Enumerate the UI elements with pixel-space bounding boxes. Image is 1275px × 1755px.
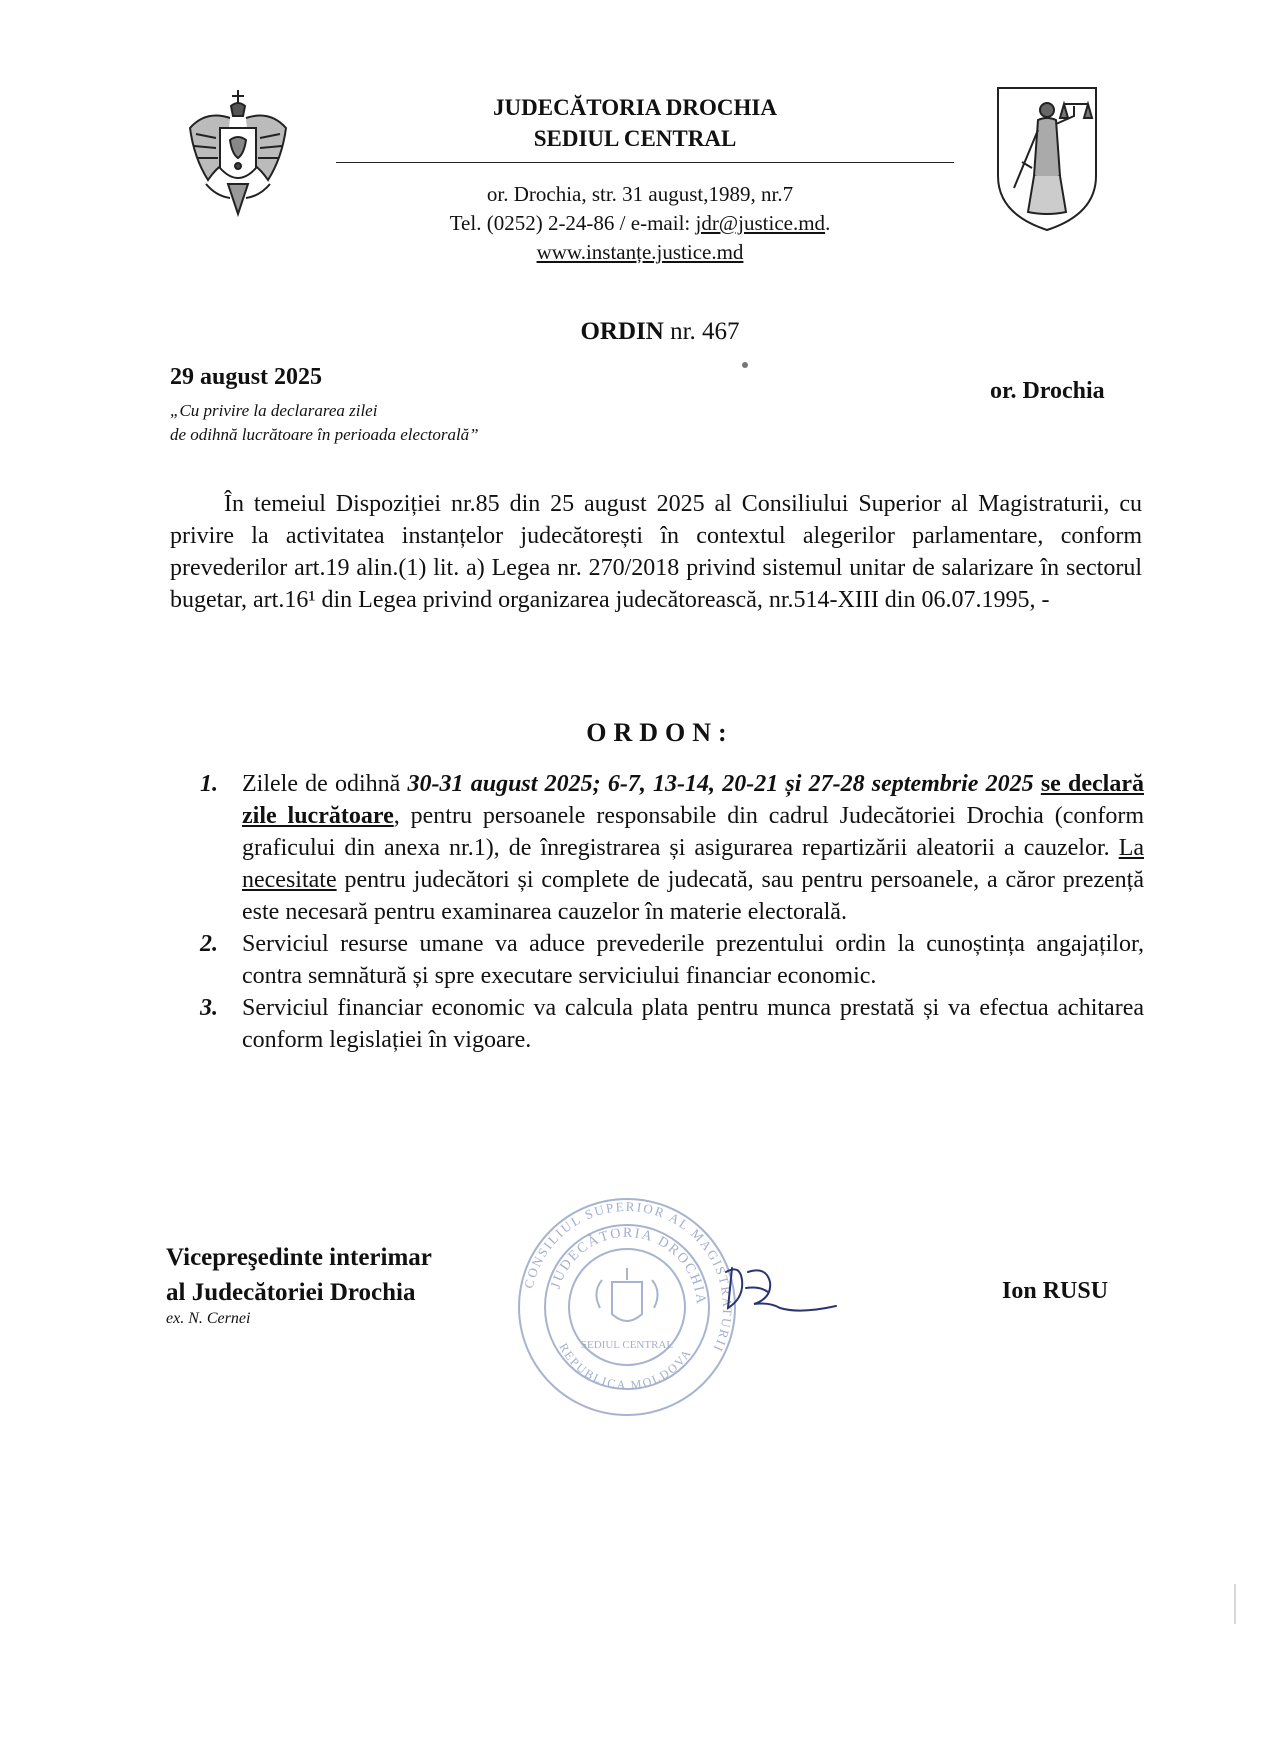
order-item-1: 1. Zilele de odihnă 30-31 august 2025; 6-7, 13-14, 20-21 și 27-28 septembrie 2025 se declară zile lucrătoare, pentru persoanele responsabile din cadrul Judecătoriei Drochia (conform graficului din anexa nr.1), de înregistrarea și asigurarea repartizării aleatorii a cauzelor. La necesitate pentru judecători și complete de judecată, sau pentru persoanele, a căror prezență este necesară pentru examinarea cauzelor în materie electorală. [200, 771, 1145, 925]
moldova-coat-of-arms-icon [186, 88, 290, 218]
executor-note: ex. N. Cernei [166, 1310, 251, 1327]
order-number: nr. 467 [663, 318, 740, 345]
order-subject: „Cu privire la declararea zilei de odihnă lucrătoare în perioada electorală” [170, 401, 479, 444]
court-website-link[interactable]: www.instanțe.justice.md [536, 240, 744, 264]
court-name: JUDECĂTORIA DROCHIA [493, 95, 777, 120]
declared-working-days: se declară zile lucrătoare [242, 771, 1145, 829]
svg-text:REPUBLICA MOLDOVA: REPUBLICA MOLDOVA [556, 1340, 695, 1393]
court-seat: SEDIUL CENTRAL [533, 126, 737, 151]
order-item-2: 2. Serviciul resurse umane va aduce prevederile prezentului ordin la cunoștința angajaților, contra semnătură și spre executare serviciului financiar economic. [200, 931, 1144, 989]
lady-justice-shield-icon [994, 84, 1100, 232]
court-phone: Tel. (0252) 2-24-86 / e-mail: [449, 211, 696, 235]
scan-margin-mark [1232, 1584, 1238, 1624]
order-title: ORDIN nr. 467 [580, 318, 740, 345]
scan-dot [742, 362, 748, 368]
court-address: or. Drochia, str. 31 august,1989, nr.7 [486, 182, 794, 206]
declared-dates: 30-31 august 2025; 6-7, 13-14, 20-21 și 27-28 septembrie 2025 [407, 771, 1034, 797]
svg-text:JUDECĂTORIA DROCHIA: JUDECĂTORIA DROCHIA [548, 1225, 709, 1307]
court-phone-email: Tel. (0252) 2-24-86 / e-mail: jdr@justice.md. [449, 211, 831, 235]
signatory-name: Ion RUSU [1002, 1278, 1109, 1304]
order-place: or. Drochia [990, 378, 1105, 404]
header-divider [336, 162, 954, 163]
signatory-role: Vicepreşedinte interimar al Judecătoriei Drochia [166, 1244, 432, 1306]
official-stamp-icon [516, 1196, 738, 1418]
court-email-link[interactable]: jdr@justice.md [695, 211, 826, 235]
ordon-heading: ORDON: [586, 718, 734, 747]
svg-text:CONSILIUL SUPERIOR AL MAGISTRA: CONSILIUL SUPERIOR AL MAGISTRATURII [520, 1198, 736, 1356]
order-items [200, 768, 1144, 1056]
handwritten-signature-icon [720, 1258, 840, 1318]
svg-text:SEDIUL CENTRAL: SEDIUL CENTRAL [580, 1339, 674, 1351]
as-needed-phrase: La necesitate [242, 835, 1144, 893]
court-header [380, 92, 890, 154]
court-contact [380, 180, 900, 267]
order-date: 29 august 2025 [170, 364, 323, 390]
order-item-3: 3. Serviciul financiar economic va calcula plata pentru munca prestată și va efectua achitarea conform legislației în vigoare. [200, 995, 1144, 1053]
order-preamble: În temeiul Dispoziției nr.85 din 25 august 2025 al Consiliului Superior al Magistraturii, cu privire la activitatea instanțelor judecătorești în contextul alegerilor parlamentare, conform prevederilor art.19 alin.(1) lit. a) Legea nr. 270/2018 privind sistemul unitar de salarizare în sectorul bugetar, art.16¹ din Legea privind organizarea judecătorească, nr.514-XIII din 06.07.1995, - [170, 491, 1142, 613]
